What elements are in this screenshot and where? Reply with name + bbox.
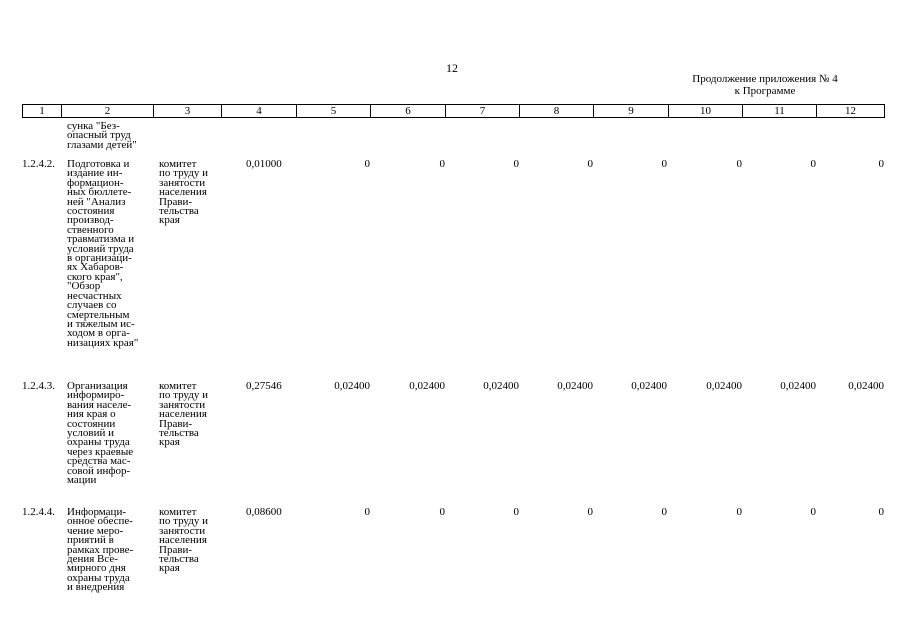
continued-item-text: сунка "Без- опасный труд глазами детей" [67,120,137,151]
row-value-col7: 0 [513,158,519,170]
row-value-col9: 0 [661,506,667,518]
row-executor: комитет по труду и занятости населения Прави- тельства края [159,506,208,575]
column-header-12: 12 [817,105,885,118]
row-value-col12: 0 [878,158,884,170]
column-header-11: 11 [743,105,817,118]
row-code: 1.2.4.3. [22,380,55,392]
row-total: 0,01000 [246,158,282,170]
row-value-col6: 0 [439,506,445,518]
row-value-col9: 0,02400 [631,380,667,392]
column-header-6: 6 [371,105,446,118]
row-value-col11: 0 [810,158,816,170]
column-number-header [22,104,885,118]
continuation-line-2: к Программе [734,85,796,97]
row-value-col5: 0 [364,506,370,518]
column-header-10: 10 [669,105,743,118]
row-value-col8: 0 [587,506,593,518]
row-value-col11: 0,02400 [780,380,816,392]
column-header-9: 9 [594,105,669,118]
row-executor: комитет по труду и занятости населения Прави- тельства края [159,380,208,449]
row-value-col8: 0,02400 [557,380,593,392]
continuation-line-1: Продолжение приложения № 4 [692,73,838,85]
row-total: 0,08600 [246,506,282,518]
row-value-col9: 0 [661,158,667,170]
column-header-2: 2 [62,105,154,118]
row-value-col7: 0 [513,506,519,518]
row-activity-name: Организация информиро- вания населе- ния края о состоянии условий и охраны труда через краевые средства мас- совой инфор- мации [67,380,134,487]
row-value-col7: 0,02400 [483,380,519,392]
row-value-col6: 0,02400 [409,380,445,392]
row-value-col10: 0 [736,158,742,170]
row-activity-name: Информаци- онное обеспе- чение меро- приятий в рамках прове- дения Все- мирного дня охраны труда и внедрения [67,506,134,594]
row-executor: комитет по труду и занятости населения Прави- тельства края [159,158,208,227]
column-header-4: 4 [222,105,297,118]
row-value-col11: 0 [810,506,816,518]
row-value-col10: 0,02400 [706,380,742,392]
page-number: 12 [446,61,458,75]
row-value-col10: 0 [736,506,742,518]
row-code: 1.2.4.4. [22,506,55,518]
row-value-col8: 0 [587,158,593,170]
row-activity-name: Подготовка и издание ин- формацион- ных бюллете- ней "Анализ состояния производ- ственного травматизма и условий труда в организаци- ях Хабаров- ского края", "Обзор несчастных случаев со смертельным и тяжелым ис- ходом в орга- низациях края" [67,158,139,349]
column-header-7: 7 [446,105,520,118]
continuation-note [680,73,850,97]
row-value-col5: 0 [364,158,370,170]
row-value-col5: 0,02400 [334,380,370,392]
row-value-col12: 0,02400 [848,380,884,392]
column-header-1: 1 [23,105,62,118]
column-header-5: 5 [297,105,371,118]
column-header-3: 3 [154,105,222,118]
column-header-8: 8 [520,105,594,118]
row-value-col6: 0 [439,158,445,170]
row-total: 0,27546 [246,380,282,392]
row-value-col12: 0 [878,506,884,518]
row-code: 1.2.4.2. [22,158,55,170]
